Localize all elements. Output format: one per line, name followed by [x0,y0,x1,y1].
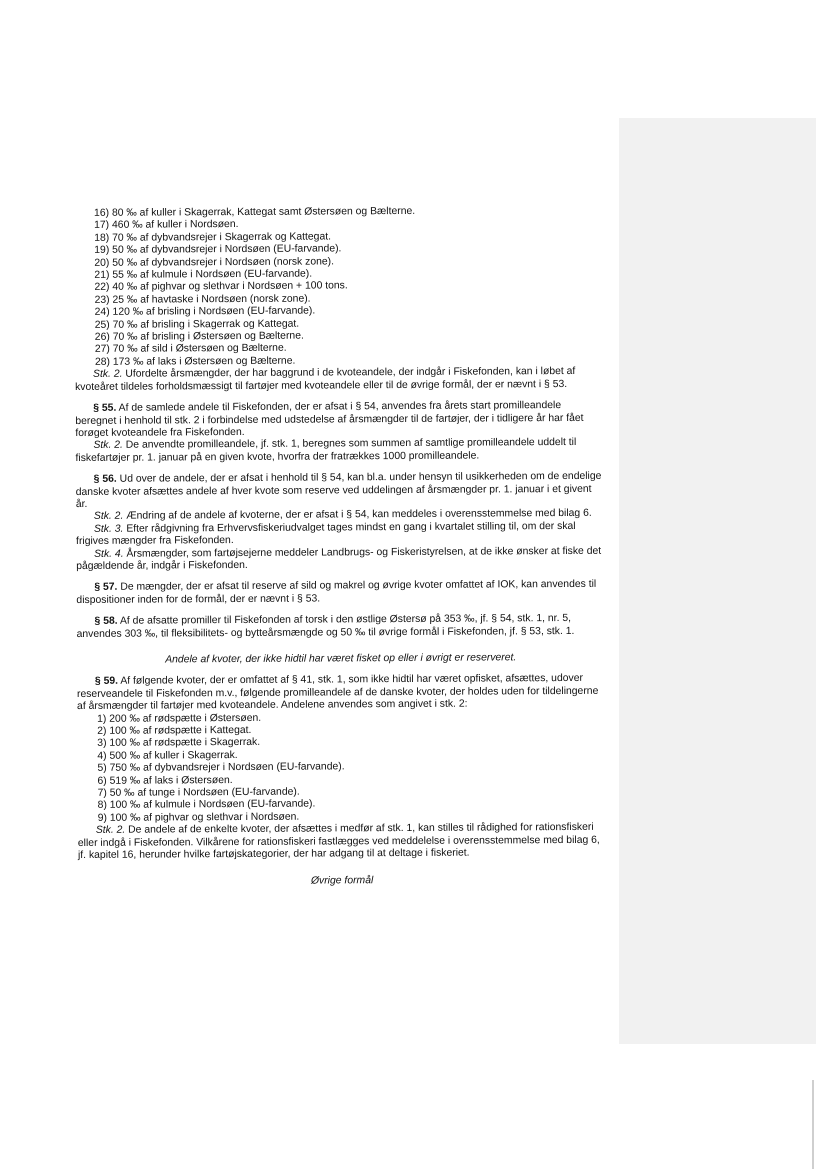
quota-list-16-28 [74,205,603,370]
list-item: 2) 100 ‰ af rødspætte i Kattegat. [97,724,252,737]
stk-label: Stk. 2. [95,824,126,837]
paragraph-line: De mængder, der er afsat til reserve af sild og makrel og øvrige kvoter omfattet af IOK, kan anvendes til [117,579,597,594]
list-item: 24) 120 ‰ af brisling i Nordsøen (EU-farvande). [94,305,316,319]
list-item: 21) 55 ‰ af kulmule i Nordsøen (EU-farvande). [94,268,313,281]
list-item: 5) 750 ‰ af dybvandsrejer i Nordsøen (EU-farvande). [97,761,345,775]
paragraph-line: forøget kvoteandele fra Fiskefonden. [75,426,245,439]
list-item: 23) 25 ‰ af havtaske i Nordsøen (norsk zone). [94,293,311,306]
paragraph-line: beregnet i henhold til stk. 2 i forbindelse med udstedelse af årsmængder til de fartøjer, der i tidligere år har fået [75,412,584,427]
heading-oevrige-formaal: Øvrige formål [310,874,374,887]
paragraph-line: Ufordelte årsmængder, der har baggrund i de kvoteandele, der indgår i Fiskefonden, kan i løbet af [122,366,576,380]
list-item: 22) 40 ‰ af pighvar og slethvar i Nordsøen + 100 tons. [94,280,348,294]
list-item: 17) 460 ‰ af kuller i Nordsøen. [94,219,239,232]
section-number: § 55. [93,402,117,414]
list-item: 4) 500 ‰ af kuller i Skagerrak. [97,749,238,762]
paragraph-line: jf. kapitel 16, herunder hvilke fartøjskategorier, der har adgang til at deltage i fiskeriet. [77,847,470,862]
list-item: 8) 100 ‰ af kulmule i Nordsøen (EU-farvande). [97,799,316,812]
section-55 [75,400,603,465]
stk-label: Stk. 2. [92,368,123,381]
paragraph-line: Ændring af de andele af kvoterne, der er afsat i § 54, kan meddeles i overensstemmelse med bilag 6. [123,508,592,523]
list-item: 18) 70 ‰ af dybvandsrejer i Skagerrak og Kattegat. [94,231,332,244]
scan-edge [812,1080,814,1169]
scan-shadow [619,118,816,1044]
heading-andele-af-kvoter: Andele af kvoter, der ikke hidtil har været fisket op eller i øvrigt er reserveret. [165,652,517,666]
stk-label: Stk. 2. [93,440,123,452]
list-item: 16) 80 ‰ af kuller i Skagerrak, Kattegat samt Østersøen og Bælterne. [93,205,416,219]
list-item: 1) 200 ‰ af rødspætte i Østersøen. [97,712,262,725]
list-item: 19) 50 ‰ af dybvandsrejer i Nordsøen (EU-farvande). [94,243,342,257]
paragraph-line: år. [75,498,88,510]
section-number: § 57. [94,582,118,594]
paragraph-line: Af følgende kvoter, der er omfattet af § 41, stk. 1, som ikke hidtil har været opfisket, afsættes, udover [117,673,583,688]
paragraph-line: anvendes 303 ‰, til fleksibilitets- og bytteårsmængde og 50 ‰ til øvrige formål i Fiskefonden, jf. § 53, stk. 1. [76,625,575,640]
paragraph-line: eller indgå i Fiskefonden. Vilkårene for rationsfiskeri fastlægges ved meddelelse i overensstemmelse med bilag 6, [77,834,600,849]
paragraph-line: Af de afsatte promiller til Fiskefonden af torsk i den østlige Østersø på 353 ‰, jf. § 54, stk. 1, nr. 5, [117,613,572,627]
paragraph-line: danske kvoter afsættes andele af hver kvote som reserve ved uddelingen af årsmængder pr. 1. januar i et givent [75,483,592,498]
list-item: 3) 100 ‰ af rødspætte i Skagerrak. [97,737,261,750]
paragraph-line: dispositioner inden for de formål, der er nævnt i § 53. [76,593,321,606]
paragraph-line: af årsmængder til fartøjer med kvoteandele. Andelene anvendes som angivet i stk. 2: [77,698,468,713]
list-item: 20) 50 ‰ af dybvandsrejer i Nordsøen (norsk zone). [94,256,335,269]
section-59 [77,673,606,862]
stk-label: Stk. 4. [94,548,124,560]
paragraph-line: Årsmængder, som fartøjsejerne meddeler Landbrugs- og Fiskeristyrelsen, at de ikke ønsker at fiske det [123,545,602,560]
paragraph-line: kvoteåret tildeles forholdsmæssigt til fartøjer med kvoteandele eller til de øvrige formål, der er nævnt i § 53. [75,378,568,393]
paragraph-line: De andele af de enkelte kvoter, der afsættes i medfør af stk. 1, kan stilles til rådighed for rationsfiskeri [125,822,594,836]
section-number: § 56. [93,473,117,486]
stk-label: Stk. 3. [93,523,124,535]
paragraph-line: fiskefartøjer pr. 1. januar på en given kvote, hvorfra der fratrækkes 1000 promilleandele. [75,450,480,464]
paragraph-line: reserveandele til Fiskefonden m.v., følgende promilleandele af de danske kvoter, der holdes uden for tildelingerne [76,685,599,700]
list-item: 25) 70 ‰ af brisling i Skagerrak og Kattegat. [94,318,300,331]
list-item: 27) 70 ‰ af sild i Østersøen og Bælterne. [94,343,287,356]
paragraph-line: Af de samlede andele til Fiskefonden, der er afsat i § 54, anvendes fra årets start promilleandele [116,400,562,414]
paragraph-line: Ud over de andele, der er afsat i henhold til § 54, kan bl.a. under hensyn til usikkerheden om de endelige [116,470,602,485]
paragraph-line: De anvendte promilleandele, jf. stk. 1, beregnes som summen af samtlige promilleandele uddelt til [122,437,577,452]
list-item: 28) 173 ‰ af laks i Østersøen og Bælterne. [94,355,296,368]
section-56 [76,471,605,573]
list-item: 9) 100 ‰ af pighvar og slethvar i Nordsøen. [97,811,300,824]
stk2-paragraph-54 [75,366,603,394]
document-page [74,205,606,889]
paragraph-line: Efter rådgivning fra Erhvervsfiskeriudvalget tages mindst en gang i kvartalet stilling til, om der skal [123,520,576,535]
paragraph-line: frigives mængder fra Fiskefonden. [76,535,234,548]
section-number: § 59. [94,676,119,688]
stk-label: Stk. 2. [93,511,124,523]
section-number: § 58. [94,615,118,628]
section-57 [76,579,604,607]
section-58 [76,613,604,641]
list-item: 7) 50 ‰ af tunge i Nordsøen (EU-farvande). [97,786,300,799]
quota-list-1-9 [77,710,606,825]
paragraph-line: pågældende år, indgår i Fiskefonden. [76,559,248,572]
list-item: 6) 519 ‰ af laks i Østersøen. [97,774,233,787]
list-item: 26) 70 ‰ af brisling i Østersøen og Bælterne. [94,330,304,343]
